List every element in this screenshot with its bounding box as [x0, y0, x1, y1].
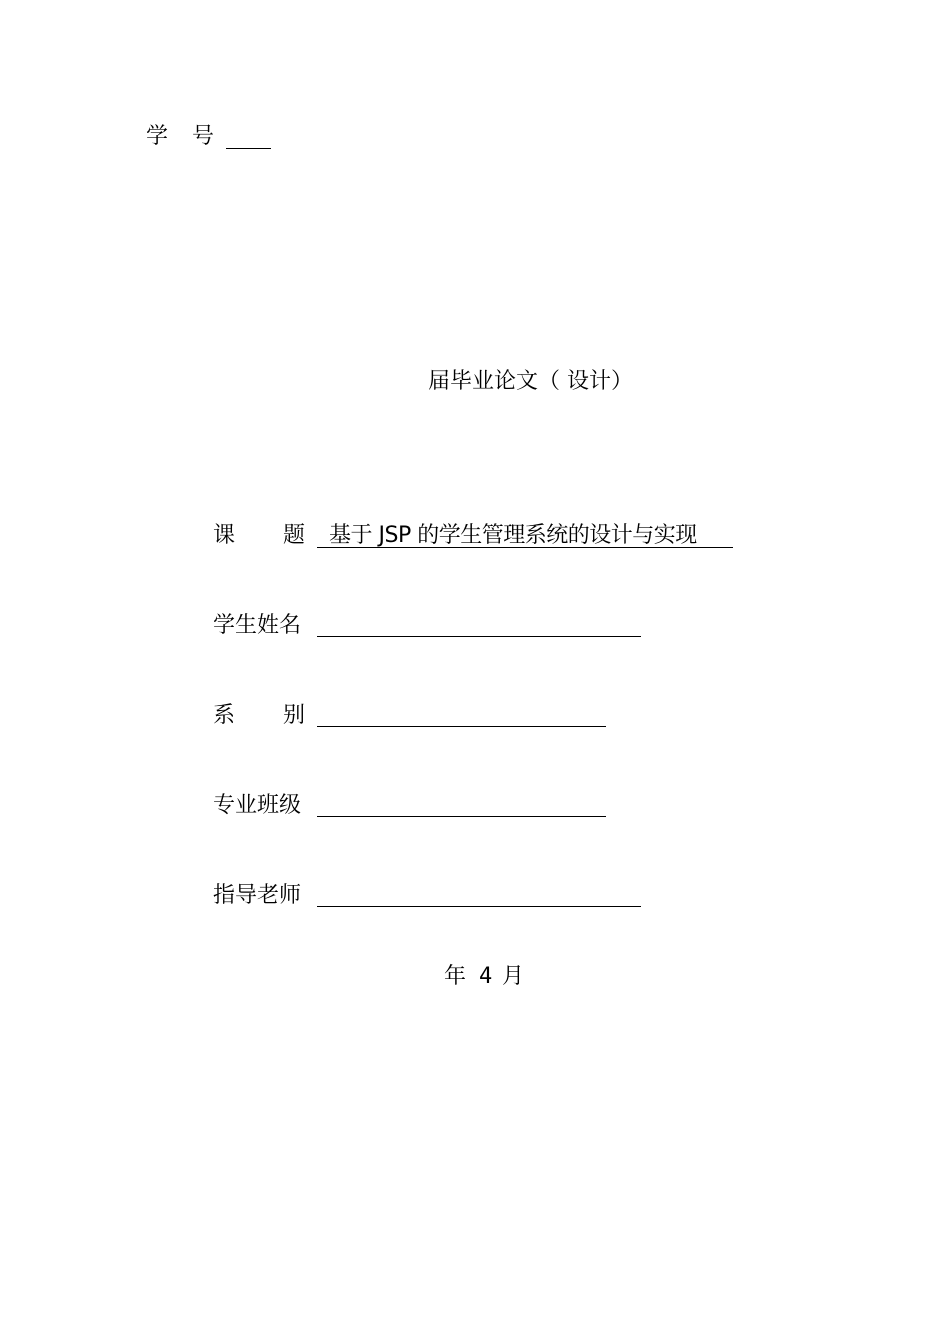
topic-label-char2: 题 [283, 523, 306, 548]
date-month-label: 月 [502, 964, 525, 989]
field-major-class [213, 793, 633, 825]
title-paren: （ 设计） [538, 369, 634, 394]
student-id-label-char2: 号 [192, 124, 215, 149]
field-advisor [213, 883, 653, 915]
student-id-line[interactable] [226, 148, 271, 149]
date-year-label: 年 [444, 964, 467, 989]
topic-line[interactable] [317, 547, 733, 548]
topic-label-char1: 课 [213, 523, 236, 548]
student-id-row [146, 124, 276, 154]
department-label-char2: 别 [283, 703, 306, 728]
department-line[interactable] [317, 726, 606, 727]
date-row [444, 964, 544, 994]
advisor-line[interactable] [317, 906, 641, 907]
date-month-value: 4 [479, 964, 493, 989]
major-class-label: 专业班级 [213, 793, 302, 818]
field-department [213, 703, 633, 735]
field-student-name [213, 613, 653, 645]
advisor-label: 指导老师 [213, 883, 302, 908]
page-title [428, 369, 633, 395]
student-id-label-char1: 学 [146, 124, 169, 149]
student-name-line[interactable] [317, 636, 641, 637]
major-class-line[interactable] [317, 816, 606, 817]
student-name-label: 学生姓名 [213, 613, 302, 638]
title-prefix: 届毕业论文 [428, 369, 539, 394]
topic-value: 基于 JSP 的学生管理系统的设计与实现 [329, 523, 697, 548]
field-topic [213, 523, 743, 555]
department-label-char1: 系 [213, 703, 236, 728]
